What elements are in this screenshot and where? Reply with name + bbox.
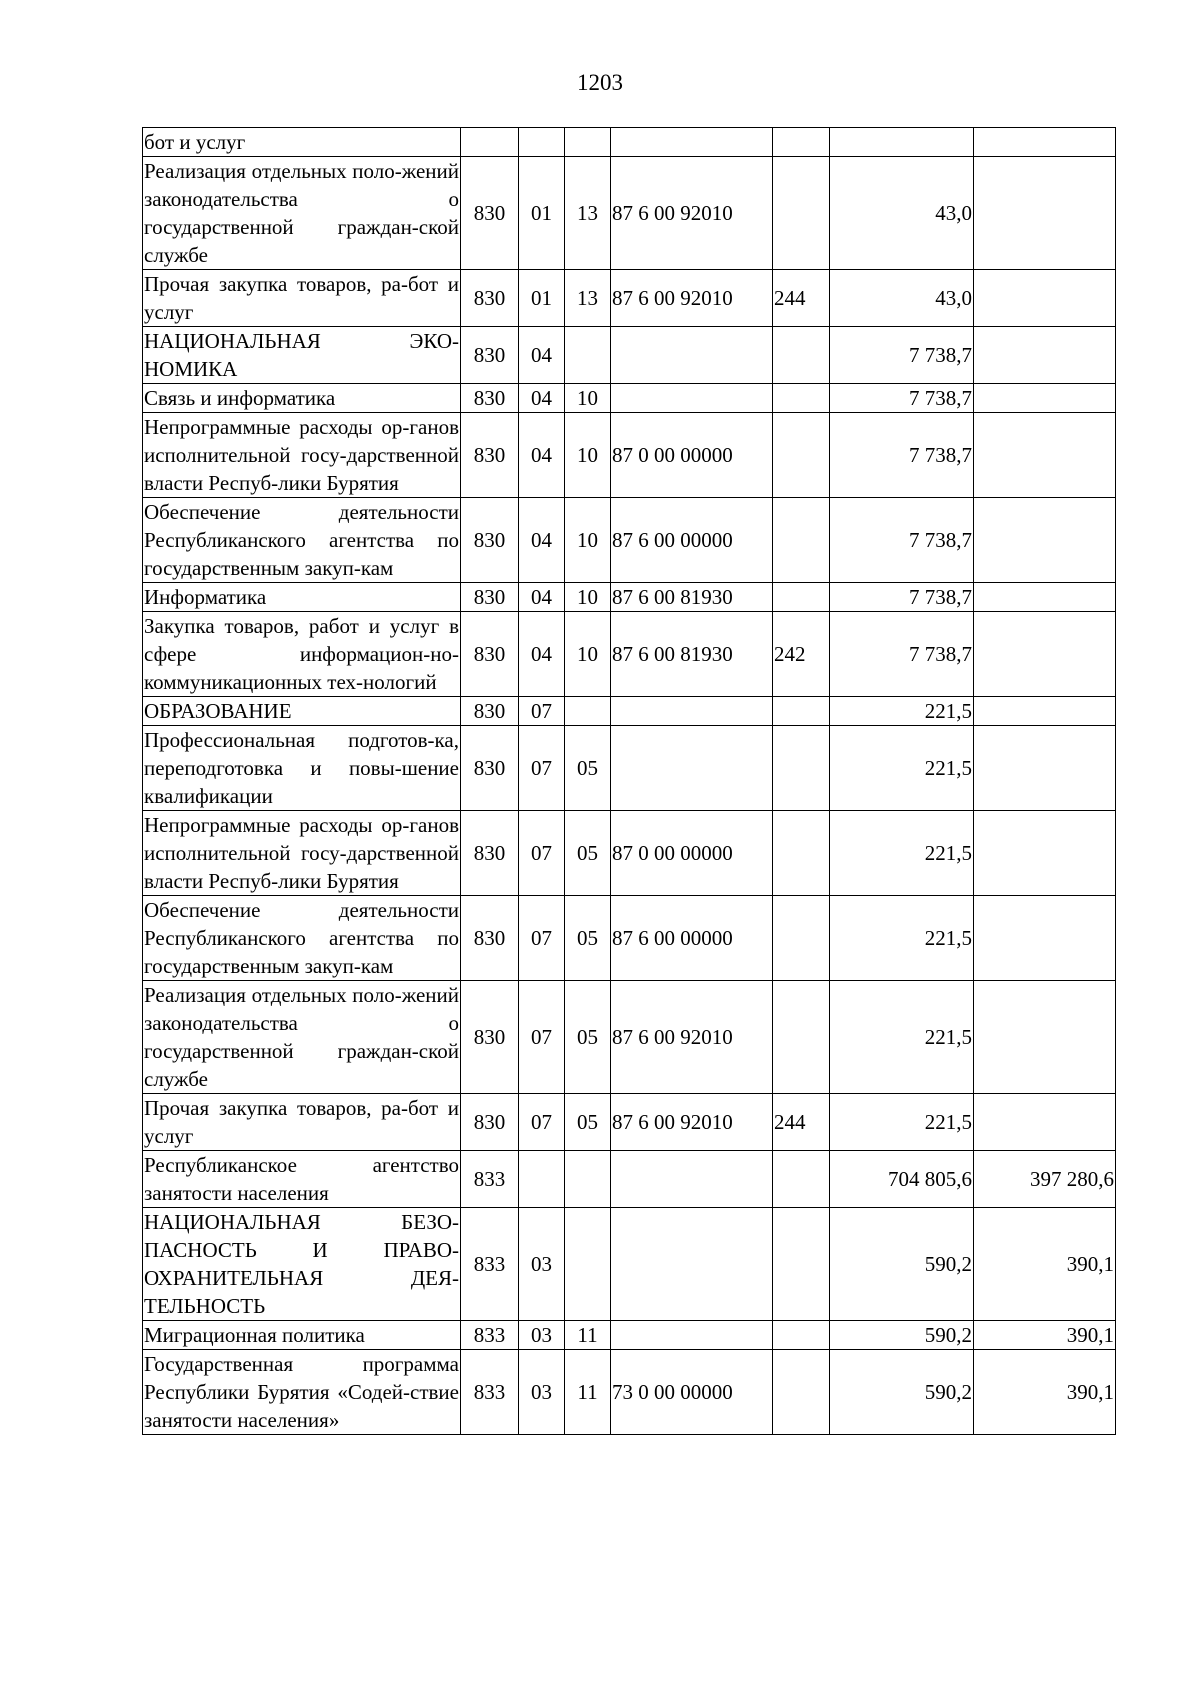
- row-name-cell: Реализация отдельных поло-жений законодательства о государственной граждан-ской службе: [143, 981, 461, 1094]
- amount-federal-cell: [974, 128, 1116, 157]
- row-name-cell: Обеспечение деятельности Республиканского агентства по государственным закуп-кам: [143, 896, 461, 981]
- section-code-cell: 04: [519, 583, 565, 612]
- subsection-code-cell: [565, 697, 611, 726]
- ministry-code-cell: 830: [461, 981, 519, 1094]
- amount-cell: 7 738,7: [830, 583, 974, 612]
- amount-cell: 7 738,7: [830, 384, 974, 413]
- table-row: [143, 270, 1116, 327]
- ministry-code-cell: 833: [461, 1151, 519, 1208]
- amount-cell: 7 738,7: [830, 612, 974, 697]
- amount-cell: 7 738,7: [830, 498, 974, 583]
- table-row: [143, 697, 1116, 726]
- subsection-code-cell: 10: [565, 583, 611, 612]
- section-code-cell: 04: [519, 612, 565, 697]
- ministry-code-cell: 830: [461, 327, 519, 384]
- expense-type-cell: [773, 157, 830, 270]
- amount-federal-cell: 390,1: [974, 1208, 1116, 1321]
- table-row: [143, 612, 1116, 697]
- amount-federal-cell: [974, 498, 1116, 583]
- amount-cell: 704 805,6: [830, 1151, 974, 1208]
- ministry-code-cell: 833: [461, 1208, 519, 1321]
- section-code-cell: 07: [519, 1094, 565, 1151]
- expense-type-cell: [773, 1151, 830, 1208]
- subsection-code-cell: 05: [565, 896, 611, 981]
- expense-type-cell: 244: [773, 1094, 830, 1151]
- row-name-cell: Обеспечение деятельности Республиканского агентства по государственным закуп-кам: [143, 498, 461, 583]
- subsection-code-cell: 10: [565, 612, 611, 697]
- amount-federal-cell: 390,1: [974, 1350, 1116, 1435]
- amount-federal-cell: 390,1: [974, 1321, 1116, 1350]
- ministry-code-cell: 830: [461, 697, 519, 726]
- subsection-code-cell: [565, 1151, 611, 1208]
- ministry-code-cell: 830: [461, 896, 519, 981]
- row-name-cell: Миграционная политика: [143, 1321, 461, 1350]
- amount-federal-cell: [974, 896, 1116, 981]
- amount-federal-cell: [974, 697, 1116, 726]
- target-article-cell: [611, 1151, 773, 1208]
- subsection-code-cell: [565, 1208, 611, 1321]
- ministry-code-cell: 830: [461, 612, 519, 697]
- amount-cell: 221,5: [830, 896, 974, 981]
- budget-table: [142, 127, 1116, 1435]
- amount-cell: 7 738,7: [830, 327, 974, 384]
- row-name-cell: бот и услуг: [143, 128, 461, 157]
- table-row: [143, 981, 1116, 1094]
- subsection-code-cell: 05: [565, 811, 611, 896]
- amount-federal-cell: [974, 270, 1116, 327]
- budget-table-body: [143, 128, 1116, 1435]
- expense-type-cell: [773, 1208, 830, 1321]
- ministry-code-cell: 830: [461, 270, 519, 327]
- table-row: [143, 726, 1116, 811]
- section-code-cell: 07: [519, 726, 565, 811]
- ministry-code-cell: 830: [461, 157, 519, 270]
- table-row: [143, 1208, 1116, 1321]
- expense-type-cell: [773, 128, 830, 157]
- target-article-cell: 87 6 00 81930: [611, 583, 773, 612]
- ministry-code-cell: 830: [461, 498, 519, 583]
- expense-type-cell: [773, 896, 830, 981]
- row-name-cell: Непрограммные расходы ор-ганов исполнительной госу-дарственной власти Респуб-лики Бурятия: [143, 811, 461, 896]
- section-code-cell: 01: [519, 270, 565, 327]
- subsection-code-cell: 05: [565, 981, 611, 1094]
- section-code-cell: 01: [519, 157, 565, 270]
- section-code-cell: 03: [519, 1321, 565, 1350]
- amount-federal-cell: [974, 157, 1116, 270]
- table-row: [143, 1321, 1116, 1350]
- ministry-code-cell: 830: [461, 413, 519, 498]
- ministry-code-cell: 830: [461, 583, 519, 612]
- amount-cell: 221,5: [830, 981, 974, 1094]
- table-row: [143, 1094, 1116, 1151]
- row-name-cell: Связь и информатика: [143, 384, 461, 413]
- row-name-cell: Закупка товаров, работ и услуг в сфере информацион-но-коммуникационных тех-нологий: [143, 612, 461, 697]
- target-article-cell: 87 6 00 92010: [611, 270, 773, 327]
- section-code-cell: 07: [519, 697, 565, 726]
- expense-type-cell: [773, 697, 830, 726]
- target-article-cell: [611, 128, 773, 157]
- ministry-code-cell: 830: [461, 811, 519, 896]
- amount-federal-cell: [974, 413, 1116, 498]
- target-article-cell: [611, 697, 773, 726]
- amount-cell: 221,5: [830, 1094, 974, 1151]
- row-name-cell: НАЦИОНАЛЬНАЯ БЕЗО-ПАСНОСТЬ И ПРАВО-ОХРАНИТЕЛЬНАЯ ДЕЯ-ТЕЛЬНОСТЬ: [143, 1208, 461, 1321]
- ministry-code-cell: [461, 128, 519, 157]
- table-row: [143, 384, 1116, 413]
- expense-type-cell: [773, 327, 830, 384]
- amount-federal-cell: [974, 981, 1116, 1094]
- section-code-cell: [519, 1151, 565, 1208]
- table-row: [143, 498, 1116, 583]
- row-name-cell: Прочая закупка товаров, ра-бот и услуг: [143, 270, 461, 327]
- amount-federal-cell: [974, 726, 1116, 811]
- target-article-cell: 87 0 00 00000: [611, 413, 773, 498]
- target-article-cell: 87 6 00 00000: [611, 896, 773, 981]
- row-name-cell: Информатика: [143, 583, 461, 612]
- expense-type-cell: [773, 1350, 830, 1435]
- subsection-code-cell: 05: [565, 726, 611, 811]
- expense-type-cell: [773, 384, 830, 413]
- amount-cell: 590,2: [830, 1350, 974, 1435]
- target-article-cell: 73 0 00 00000: [611, 1350, 773, 1435]
- target-article-cell: 87 6 00 00000: [611, 498, 773, 583]
- amount-cell: [830, 128, 974, 157]
- section-code-cell: 04: [519, 384, 565, 413]
- target-article-cell: 87 6 00 92010: [611, 981, 773, 1094]
- amount-cell: 43,0: [830, 270, 974, 327]
- expense-type-cell: 244: [773, 270, 830, 327]
- amount-cell: 221,5: [830, 726, 974, 811]
- expense-type-cell: [773, 1321, 830, 1350]
- expense-type-cell: [773, 583, 830, 612]
- amount-cell: 7 738,7: [830, 413, 974, 498]
- expense-type-cell: [773, 498, 830, 583]
- table-row: [143, 413, 1116, 498]
- row-name-cell: Реализация отдельных поло-жений законодательства о государственной граждан-ской службе: [143, 157, 461, 270]
- page-number: 1203: [577, 70, 623, 95]
- amount-federal-cell: [974, 384, 1116, 413]
- expense-type-cell: [773, 981, 830, 1094]
- table-row: [143, 811, 1116, 896]
- section-code-cell: 04: [519, 327, 565, 384]
- subsection-code-cell: 10: [565, 413, 611, 498]
- amount-cell: 221,5: [830, 811, 974, 896]
- amount-federal-cell: [974, 1094, 1116, 1151]
- row-name-cell: Непрограммные расходы ор-ганов исполнительной госу-дарственной власти Респуб-лики Бурятия: [143, 413, 461, 498]
- amount-federal-cell: 397 280,6: [974, 1151, 1116, 1208]
- expense-type-cell: [773, 811, 830, 896]
- table-row: [143, 327, 1116, 384]
- amount-federal-cell: [974, 612, 1116, 697]
- table-row: [143, 128, 1116, 157]
- subsection-code-cell: [565, 327, 611, 384]
- section-code-cell: [519, 128, 565, 157]
- subsection-code-cell: 11: [565, 1350, 611, 1435]
- amount-cell: 221,5: [830, 697, 974, 726]
- ministry-code-cell: 830: [461, 1094, 519, 1151]
- subsection-code-cell: 13: [565, 270, 611, 327]
- section-code-cell: 07: [519, 896, 565, 981]
- table-row: [143, 157, 1116, 270]
- table-row: [143, 1151, 1116, 1208]
- expense-type-cell: [773, 726, 830, 811]
- section-code-cell: 04: [519, 498, 565, 583]
- section-code-cell: 03: [519, 1350, 565, 1435]
- ministry-code-cell: 830: [461, 384, 519, 413]
- table-row: [143, 583, 1116, 612]
- amount-federal-cell: [974, 327, 1116, 384]
- target-article-cell: 87 0 00 00000: [611, 811, 773, 896]
- section-code-cell: 07: [519, 811, 565, 896]
- ministry-code-cell: 833: [461, 1350, 519, 1435]
- amount-cell: 43,0: [830, 157, 974, 270]
- ministry-code-cell: 830: [461, 726, 519, 811]
- section-code-cell: 03: [519, 1208, 565, 1321]
- expense-type-cell: [773, 413, 830, 498]
- section-code-cell: 07: [519, 981, 565, 1094]
- amount-cell: 590,2: [830, 1208, 974, 1321]
- subsection-code-cell: 05: [565, 1094, 611, 1151]
- amount-federal-cell: [974, 583, 1116, 612]
- subsection-code-cell: 11: [565, 1321, 611, 1350]
- target-article-cell: 87 6 00 92010: [611, 1094, 773, 1151]
- section-code-cell: 04: [519, 413, 565, 498]
- ministry-code-cell: 833: [461, 1321, 519, 1350]
- subsection-code-cell: 13: [565, 157, 611, 270]
- amount-federal-cell: [974, 811, 1116, 896]
- target-article-cell: [611, 726, 773, 811]
- table-row: [143, 896, 1116, 981]
- target-article-cell: [611, 1208, 773, 1321]
- expense-type-cell: 242: [773, 612, 830, 697]
- target-article-cell: [611, 327, 773, 384]
- subsection-code-cell: [565, 128, 611, 157]
- subsection-code-cell: 10: [565, 498, 611, 583]
- target-article-cell: [611, 1321, 773, 1350]
- target-article-cell: [611, 384, 773, 413]
- target-article-cell: 87 6 00 92010: [611, 157, 773, 270]
- row-name-cell: ОБРАЗОВАНИЕ: [143, 697, 461, 726]
- row-name-cell: Республиканское агентство занятости населения: [143, 1151, 461, 1208]
- subsection-code-cell: 10: [565, 384, 611, 413]
- row-name-cell: НАЦИОНАЛЬНАЯ ЭКО-НОМИКА: [143, 327, 461, 384]
- table-row: [143, 1350, 1116, 1435]
- amount-cell: 590,2: [830, 1321, 974, 1350]
- row-name-cell: Профессиональная подготов-ка, переподготовка и повы-шение квалификации: [143, 726, 461, 811]
- row-name-cell: Прочая закупка товаров, ра-бот и услуг: [143, 1094, 461, 1151]
- row-name-cell: Государственная программа Республики Бурятия «Содей-ствие занятости населения»: [143, 1350, 461, 1435]
- target-article-cell: 87 6 00 81930: [611, 612, 773, 697]
